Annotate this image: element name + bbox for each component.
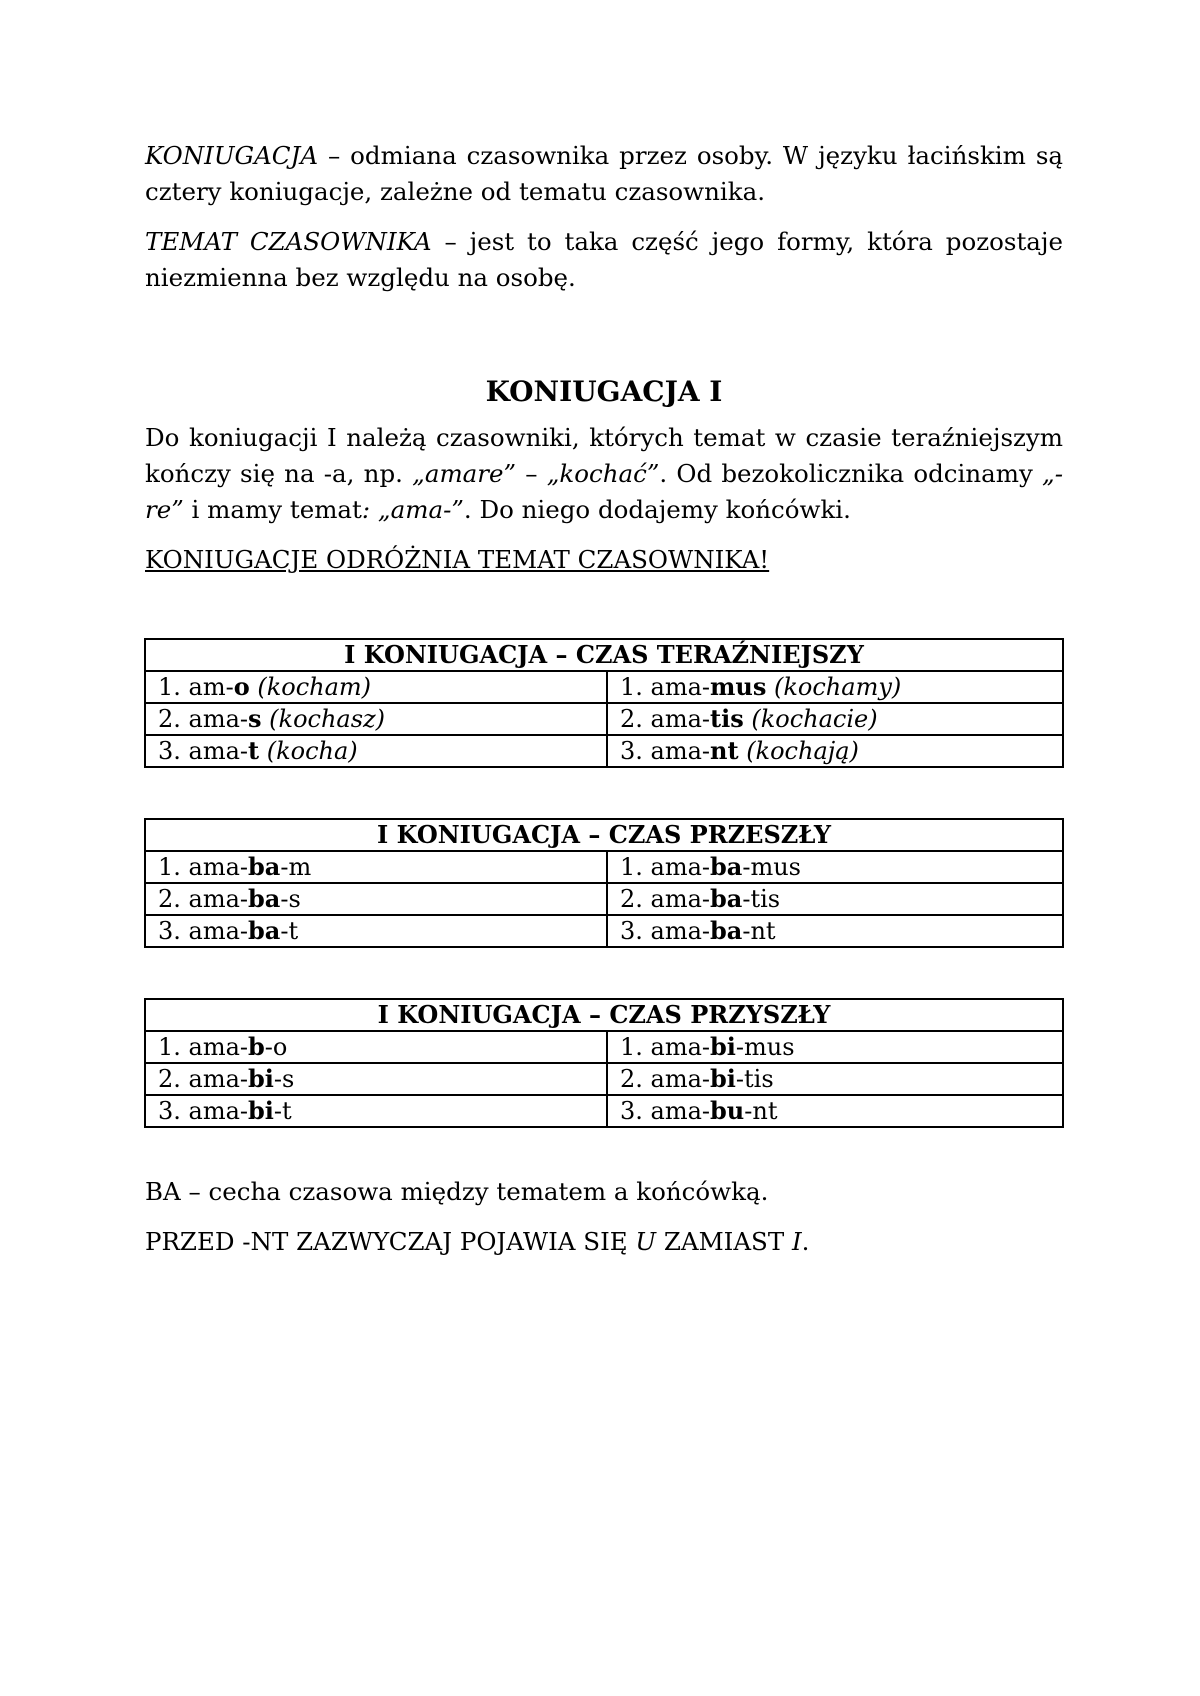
stem: 1. ama- bbox=[158, 1033, 249, 1061]
ending: ba bbox=[710, 884, 743, 913]
desc-text: . Do niego dodajemy końcówki. bbox=[463, 495, 851, 524]
table-row bbox=[145, 703, 1063, 735]
rest: -mus bbox=[742, 853, 801, 881]
table-cell bbox=[145, 735, 607, 767]
document-page bbox=[145, 138, 1063, 1260]
rest: -s bbox=[280, 885, 301, 913]
ending: bi bbox=[710, 1032, 736, 1061]
rest: -t bbox=[273, 1097, 292, 1125]
definition-temat bbox=[145, 224, 1063, 296]
ending: ba bbox=[248, 916, 281, 945]
note-text: PRZED -NT ZAZWYCZAJ POJAWIA SIĘ bbox=[145, 1227, 636, 1256]
table-title: I KONIUGACJA – CZAS TERAŹNIEJSZY bbox=[145, 639, 1063, 671]
ending: ba bbox=[710, 852, 743, 881]
rest: -nt bbox=[744, 1097, 778, 1125]
example-amare: „amare” bbox=[412, 459, 517, 488]
stem: 1. ama- bbox=[620, 853, 711, 881]
ending: bi bbox=[248, 1064, 274, 1093]
table-cell bbox=[145, 1031, 607, 1063]
rest: -t bbox=[280, 917, 299, 945]
stem: 2. ama- bbox=[620, 705, 711, 733]
table-header-row bbox=[145, 999, 1063, 1031]
stem: 1. ama- bbox=[620, 1033, 711, 1061]
table-cell bbox=[145, 1095, 607, 1127]
stem: 3. ama- bbox=[620, 737, 711, 765]
table-row bbox=[145, 883, 1063, 915]
rest: -m bbox=[280, 853, 312, 881]
table-row bbox=[145, 735, 1063, 767]
table-row bbox=[145, 671, 1063, 703]
rest: -o bbox=[264, 1033, 288, 1061]
gloss: (kochamy) bbox=[766, 673, 902, 701]
table-title: I KONIUGACJA – CZAS PRZYSZŁY bbox=[145, 999, 1063, 1031]
table-header-row bbox=[145, 639, 1063, 671]
table-cell bbox=[145, 671, 607, 703]
table-row bbox=[145, 1095, 1063, 1127]
gloss: (kocha) bbox=[259, 737, 358, 765]
ending: ba bbox=[248, 884, 281, 913]
ending: t bbox=[248, 736, 260, 765]
table-row bbox=[145, 1063, 1063, 1095]
example-ama: : „ama-” bbox=[361, 495, 464, 524]
table-present bbox=[144, 638, 1064, 768]
table-cell bbox=[607, 703, 1063, 735]
definition-konjugacja bbox=[145, 138, 1063, 210]
ending: bi bbox=[710, 1064, 736, 1093]
ending: nt bbox=[710, 736, 739, 765]
ending: o bbox=[233, 672, 250, 701]
gloss: (kochasz) bbox=[261, 705, 386, 733]
note-text: . bbox=[801, 1227, 810, 1256]
ending: bu bbox=[710, 1096, 745, 1125]
stem: 1. ama- bbox=[620, 673, 711, 701]
stem: 1. ama- bbox=[158, 853, 249, 881]
section-title: KONIUGACJA I bbox=[485, 375, 723, 408]
stem: 3. ama- bbox=[158, 737, 249, 765]
desc-text: Do koniugacji I należą czasowniki, których temat w czasie teraźniejszym kończy się na -a, np. bbox=[145, 423, 1063, 488]
table-future bbox=[144, 998, 1064, 1128]
stem: 3. ama- bbox=[620, 917, 711, 945]
ending: ba bbox=[710, 916, 743, 945]
definition-text: – jest to taka część jego formy, która pozostaje niezmienna bez względu na osobę. bbox=[145, 227, 1063, 292]
rest: -nt bbox=[742, 917, 776, 945]
gloss: (kocham) bbox=[249, 673, 372, 701]
gloss: (kochacie) bbox=[743, 705, 878, 733]
stem: 1. am- bbox=[158, 673, 234, 701]
table-row bbox=[145, 1031, 1063, 1063]
note-letter-u: U bbox=[635, 1227, 657, 1256]
definition-text: – odmiana czasownika przez osoby. W języku łacińskim są cztery koniugacje, zależne od tematu czasownika. bbox=[145, 141, 1063, 206]
rest: -tis bbox=[735, 1065, 774, 1093]
table-cell bbox=[145, 883, 607, 915]
rest: -tis bbox=[742, 885, 781, 913]
desc-text: . Od bezokolicznika odcinamy bbox=[659, 459, 1043, 488]
note-nt bbox=[145, 1224, 1063, 1260]
stem: 2. ama- bbox=[620, 885, 711, 913]
desc-text: i mamy temat bbox=[183, 495, 362, 524]
table-cell bbox=[607, 1031, 1063, 1063]
rest: -s bbox=[273, 1065, 295, 1093]
table-past bbox=[144, 818, 1064, 948]
example-kochac: „kochać” bbox=[546, 459, 660, 488]
gloss: (kochają) bbox=[738, 737, 859, 765]
example-re: „-re” bbox=[145, 459, 1064, 524]
section-description bbox=[145, 420, 1063, 528]
ending: mus bbox=[710, 672, 767, 701]
table-cell bbox=[607, 1063, 1063, 1095]
stem: 3. ama- bbox=[158, 917, 249, 945]
table-row bbox=[145, 851, 1063, 883]
table-cell bbox=[607, 1095, 1063, 1127]
rest: -mus bbox=[735, 1033, 795, 1061]
note-ba: BA – cecha czasowa między tematem a końcówką. bbox=[145, 1177, 769, 1206]
ending: ba bbox=[248, 852, 281, 881]
term-koniugacja: KONIUGACJA bbox=[145, 141, 319, 170]
table-cell bbox=[607, 883, 1063, 915]
table-title: I KONIUGACJA – CZAS PRZESZŁY bbox=[145, 819, 1063, 851]
table-cell bbox=[145, 703, 607, 735]
ending: bi bbox=[248, 1096, 274, 1125]
ending: b bbox=[248, 1032, 265, 1061]
stem: 2. ama- bbox=[158, 885, 249, 913]
table-cell bbox=[607, 915, 1063, 947]
table-cell bbox=[145, 1063, 607, 1095]
ending: tis bbox=[710, 704, 744, 733]
stem: 2. ama- bbox=[158, 1065, 249, 1093]
term-temat: TEMAT CZASOWNIKA bbox=[145, 227, 432, 256]
desc-dash: – bbox=[516, 459, 547, 488]
table-cell bbox=[145, 915, 607, 947]
table-cell bbox=[145, 851, 607, 883]
table-cell bbox=[607, 735, 1063, 767]
table-cell bbox=[607, 671, 1063, 703]
table-header-row bbox=[145, 819, 1063, 851]
rule-note: KONIUGACJE ODRÓŻNIA TEMAT CZASOWNIKA! bbox=[145, 545, 770, 574]
table-cell bbox=[607, 851, 1063, 883]
ending: s bbox=[248, 704, 262, 733]
note-letter-i: I bbox=[791, 1227, 802, 1256]
stem: 2. ama- bbox=[620, 1065, 711, 1093]
stem: 3. ama- bbox=[158, 1097, 249, 1125]
table-row bbox=[145, 915, 1063, 947]
note-text: ZAMIAST bbox=[656, 1227, 792, 1256]
stem: 3. ama- bbox=[620, 1097, 711, 1125]
stem: 2. ama- bbox=[158, 705, 249, 733]
